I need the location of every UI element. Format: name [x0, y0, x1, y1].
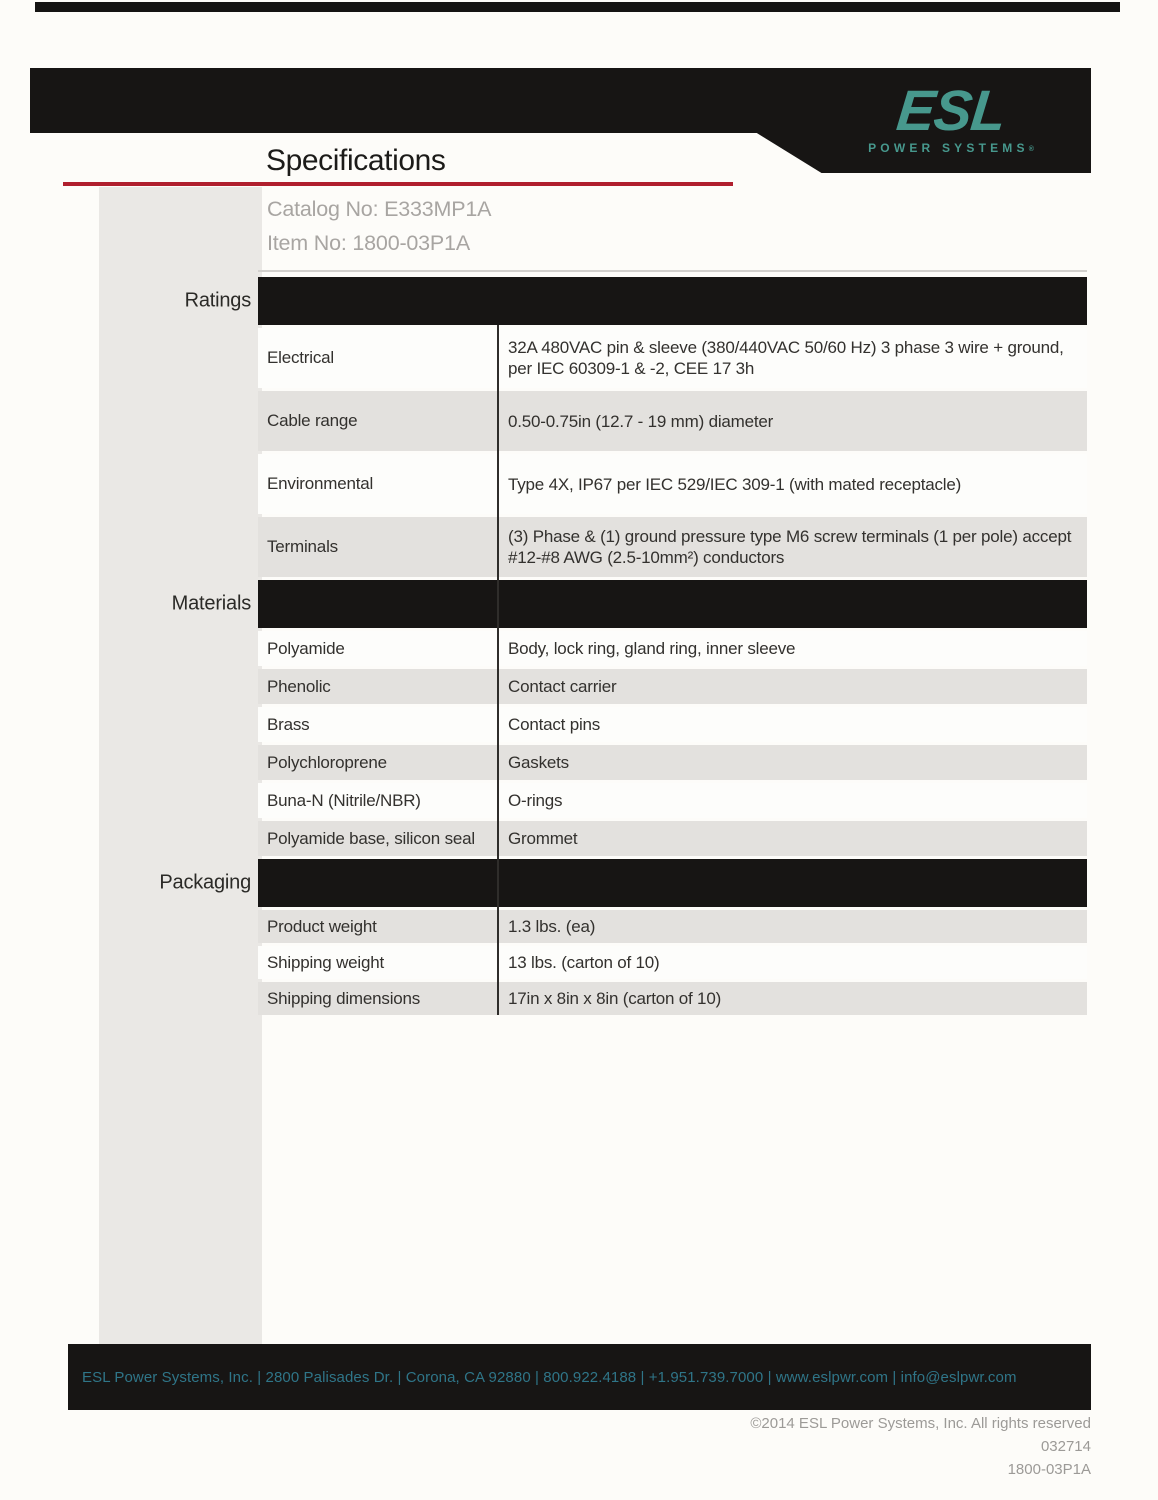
spec-row-ratings-2	[258, 454, 1087, 514]
catalog-block	[267, 192, 491, 260]
doc-date-code: 032714	[1040, 1438, 1091, 1455]
spec-row-packaging-0	[258, 910, 1087, 943]
row-value: Body, lock ring, gland ring, inner sleeve	[508, 639, 796, 658]
scan-edge-bar	[35, 2, 1120, 12]
spec-row-materials-3	[258, 745, 1087, 780]
table-top-separator	[258, 270, 1087, 272]
row-label: Electrical	[267, 348, 334, 367]
spec-row-materials-5	[258, 821, 1087, 856]
section-label-materials: Materials	[171, 592, 251, 615]
spec-row-materials-0	[258, 631, 1087, 666]
spec-row-ratings-1	[258, 391, 1087, 451]
item-number: Item No: 1800-03P1A	[267, 231, 470, 255]
title-underline-rule	[63, 182, 733, 186]
row-label: Shipping dimensions	[267, 988, 421, 1008]
section-bar-materials	[171, 580, 1087, 628]
row-value: (3) Phase & (1) ground pressure type M6 screw terminals (1 per pole) accept #12-#8 AWG (2.5-10mm²) conductors	[508, 527, 1072, 567]
page-title: Specifications	[266, 144, 446, 177]
section-bar-ratings	[184, 277, 1087, 325]
row-label: Terminals	[267, 537, 338, 556]
row-value: Gaskets	[508, 753, 569, 772]
row-label: Brass	[267, 714, 310, 734]
spec-table	[159, 277, 1087, 1018]
row-value: O-rings	[508, 791, 563, 810]
spec-row-materials-4	[258, 783, 1087, 818]
spec-row-packaging-2	[258, 982, 1087, 1015]
row-value: Grommet	[508, 829, 578, 848]
row-label: Product weight	[267, 916, 377, 936]
spec-row-materials-2	[258, 707, 1087, 742]
row-label: Buna-N (Nitrile/NBR)	[267, 790, 421, 810]
row-label: Phenolic	[267, 676, 331, 696]
footer-contact-line: ESL Power Systems, Inc. | 2800 Palisades Dr. | Corona, CA 92880 | 800.922.4188 | +1.951.739.7000 | www.eslpwr.com | info@eslpwr.com	[82, 1368, 1017, 1386]
section-bar-packaging	[159, 859, 1087, 907]
row-label: Polyamide base, silicon seal	[267, 828, 475, 848]
row-value: 1.3 lbs. (ea)	[508, 917, 596, 936]
spec-row-materials-1	[258, 669, 1087, 704]
spec-row-packaging-1	[258, 946, 1087, 979]
footer-bar	[68, 1344, 1091, 1410]
row-value: Contact pins	[508, 715, 601, 734]
row-value: Contact carrier	[508, 677, 617, 696]
row-value: 0.50-0.75in (12.7 - 19 mm) diameter	[508, 411, 774, 431]
registered-mark-icon: ®	[1028, 146, 1034, 153]
table-column-divider	[497, 325, 499, 1015]
copyright-line: ©2014 ESL Power Systems, Inc. All rights reserved	[750, 1415, 1091, 1432]
section-label-packaging: Packaging	[159, 871, 251, 894]
row-value: Type 4X, IP67 per IEC 529/IEC 309-1 (with mated receptacle)	[508, 474, 962, 494]
esl-logo	[851, 79, 1051, 155]
row-value: 17in x 8in x 8in (carton of 10)	[508, 989, 722, 1008]
row-label: Environmental	[267, 474, 374, 493]
row-value: 13 lbs. (carton of 10)	[508, 953, 660, 972]
esl-logo-tagline	[851, 141, 1051, 155]
doc-item-code: 1800-03P1A	[1007, 1461, 1091, 1478]
legal-block	[0, 1412, 1091, 1481]
row-label: Shipping weight	[267, 952, 385, 972]
left-sidebar-column	[99, 187, 262, 1344]
section-label-ratings: Ratings	[184, 289, 251, 312]
row-value: 32A 480VAC pin & sleeve (380/440VAC 50/60 Hz) 3 phase 3 wire + ground, per IEC 60309-1 & -2, CEE 17 3h	[508, 338, 1064, 378]
spec-row-ratings-3	[258, 517, 1087, 577]
row-label: Polyamide	[267, 638, 345, 658]
catalog-number: Catalog No: E333MP1A	[267, 197, 492, 221]
esl-logo-letters: ESL	[893, 79, 1009, 143]
row-label: Polychloroprene	[267, 752, 387, 772]
esl-logo-tagline-text: POWER SYSTEMS	[868, 141, 1029, 155]
spec-row-ratings-0	[258, 328, 1087, 388]
row-label: Cable range	[267, 411, 358, 430]
